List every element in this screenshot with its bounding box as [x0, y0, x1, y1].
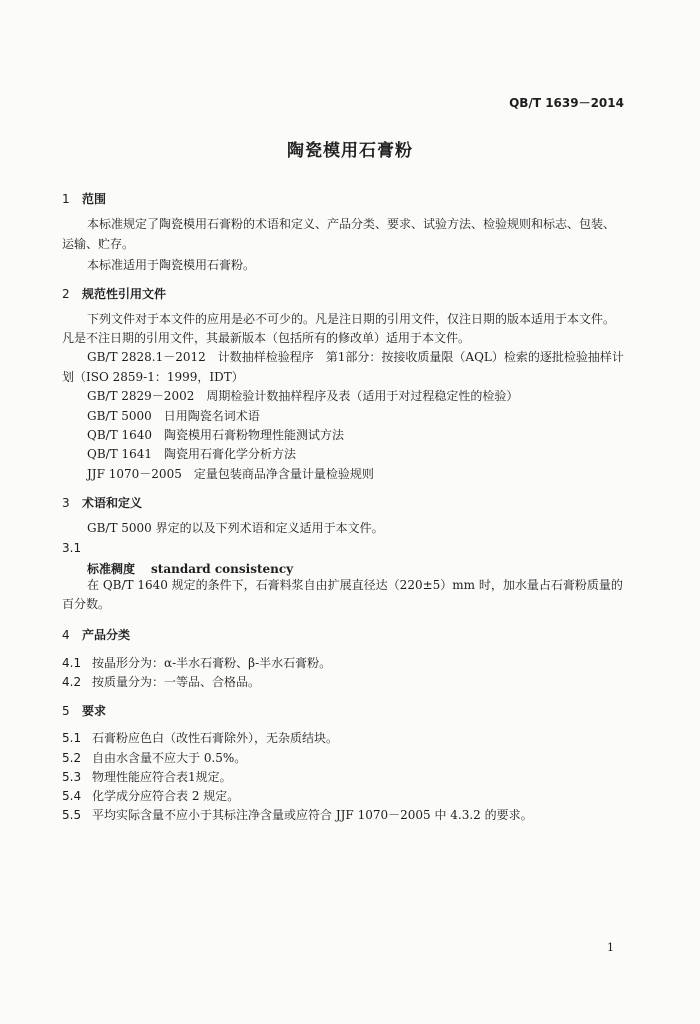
section-number: 5 — [62, 704, 70, 718]
paragraph: GB/T 5000 界定的以及下列术语和定义适用于本文件。 — [87, 521, 384, 535]
paragraph: 本标准适用于陶瓷模用石膏粉。 — [87, 258, 256, 272]
clause-number: 3.1 — [62, 541, 82, 555]
section-number: 1 — [62, 192, 70, 206]
clause-text: 按质量分为：一等品、合格品。 — [92, 675, 261, 689]
section-number: 3 — [62, 496, 70, 510]
section-title: 要求 — [82, 704, 107, 718]
clause-number: 5.5 — [62, 808, 82, 822]
section-number: 4 — [62, 628, 70, 642]
section-5-heading — [62, 702, 106, 719]
term-entry — [87, 560, 293, 577]
reference-item-continuation: 划（ISO 2859-1：1999，IDT） — [62, 370, 244, 384]
section-number: 2 — [62, 287, 70, 301]
page-number: 1 — [607, 941, 614, 954]
section-title: 范围 — [82, 192, 107, 206]
list-item — [62, 749, 246, 766]
list-item — [62, 768, 232, 785]
clause-number: 5.1 — [62, 731, 82, 745]
clause-text: 按晶形分为：α-半水石膏粉、β-半水石膏粉。 — [92, 656, 332, 670]
term-english: standard consistency — [151, 562, 294, 576]
clause-text: 自由水含量不应大于 0.5%。 — [92, 751, 247, 765]
clause-text: 石膏粉应色白（改性石膏除外），无杂质结块。 — [92, 731, 339, 745]
reference-item: GB/T 5000 日用陶瓷名词术语 — [87, 409, 260, 423]
section-4-heading — [62, 626, 130, 643]
clause-number: 5.2 — [62, 751, 82, 765]
section-2-heading — [62, 285, 166, 302]
list-item — [62, 729, 338, 746]
list-item — [62, 806, 533, 823]
paragraph-continuation: 运输、贮存。 — [62, 237, 135, 251]
term-definition-continuation: 百分数。 — [62, 597, 111, 611]
section-title: 产品分类 — [82, 628, 131, 642]
clause-number: 5.4 — [62, 789, 82, 803]
reference-item: GB/T 2828.1－2012 计数抽样检验程序 第1部分：按接收质量限（AQL）检索的逐批检验抽样计 — [87, 350, 624, 364]
section-1-heading — [62, 190, 106, 207]
term-definition: 在 QB/T 1640 规定的条件下，石膏料浆自由扩展直径达（220±5）mm 时，加水量占石膏粉质量的 — [87, 578, 623, 592]
reference-item: QB/T 1640 陶瓷模用石膏粉物理性能测试方法 — [87, 428, 345, 442]
clause-number: 5.3 — [62, 770, 82, 784]
paragraph: 本标准规定了陶瓷模用石膏粉的术语和定义、产品分类、要求、试验方法、检验规则和标志、包装、 — [87, 217, 616, 231]
section-3-heading — [62, 494, 142, 511]
reference-item: GB/T 2829－2002 周期检验计数抽样程序及表（适用于对过程稳定性的检验） — [87, 389, 519, 403]
standard-code: QB/T 1639－2014 — [509, 96, 624, 110]
paragraph-continuation: 凡是不注日期的引用文件，其最新版本（包括所有的修改单）适用于本文件。 — [62, 331, 471, 345]
clause-text: 化学成分应符合表 2 规定。 — [92, 789, 240, 803]
clause-text: 物理性能应符合表1规定。 — [92, 770, 232, 784]
page-title: 陶瓷模用石膏粉 — [287, 141, 413, 161]
reference-item: JJF 1070－2005 定量包装商品净含量计量检验规则 — [87, 467, 374, 481]
section-title: 术语和定义 — [82, 496, 143, 510]
paragraph: 下列文件对于本文件的应用是必不可少的。凡是注日期的引用文件，仅注日期的版本适用于本文件。 — [87, 312, 616, 326]
section-title: 规范性引用文件 — [82, 287, 167, 301]
clause-text: 平均实际含量不应小于其标注净含量或应符合 JJF 1070－2005 中 4.3.2 的要求。 — [92, 808, 533, 822]
clause-number: 4.1 — [62, 656, 82, 670]
list-item — [62, 787, 239, 804]
reference-item: QB/T 1641 陶瓷用石膏化学分析方法 — [87, 447, 297, 461]
term-chinese: 标准稠度 — [87, 562, 136, 576]
list-item — [62, 654, 331, 671]
clause-number: 4.2 — [62, 675, 82, 689]
list-item — [62, 673, 260, 690]
